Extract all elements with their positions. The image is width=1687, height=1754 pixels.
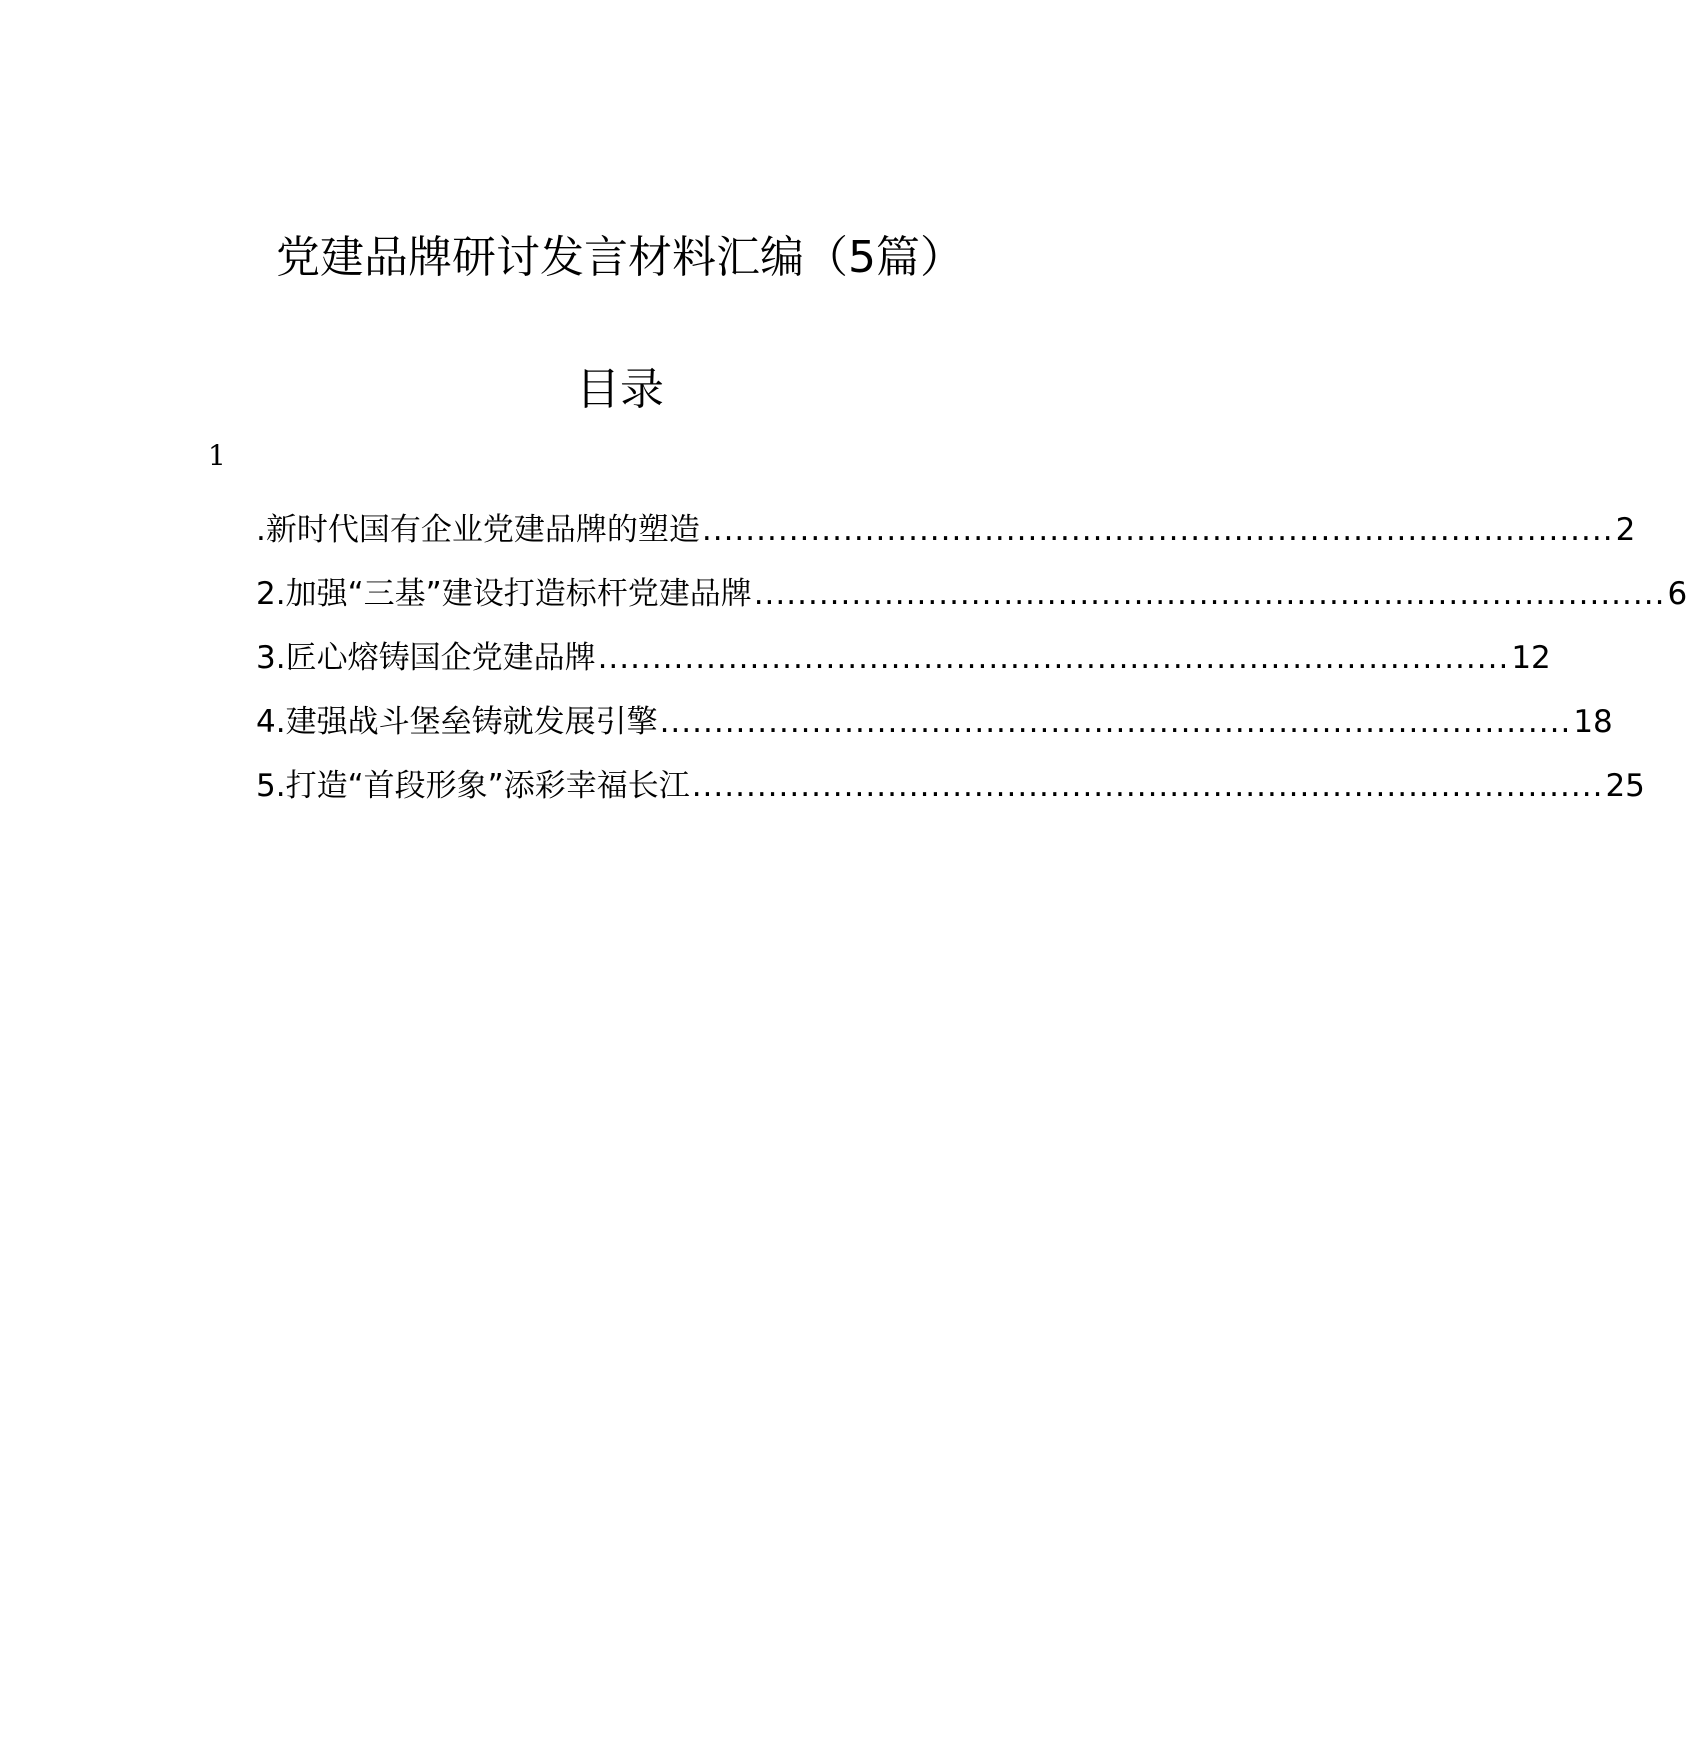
toc-heading: 目录 [576, 364, 664, 415]
toc-entry-title: 4.建强战斗堡垒铸就发展引擎 [256, 704, 658, 740]
stray-number: 1 [208, 439, 226, 472]
toc-entry-title: .新时代国有企业党建品牌的塑造 [256, 512, 700, 548]
toc-entry-page: 25 [1605, 768, 1645, 804]
toc-entry[interactable] [256, 690, 1613, 754]
toc-entry-page: 18 [1573, 704, 1613, 740]
toc-entry-page: 2 [1615, 512, 1636, 548]
toc-leader-dots: .................................................................................... [691, 768, 1604, 804]
toc-entry-title: 2.加强“三基”建设打造标杆党建品牌 [256, 576, 752, 612]
toc-entry-page: 12 [1511, 640, 1551, 676]
toc-leader-dots: .................................................................................... [701, 512, 1614, 548]
toc-leader-dots: .................................................................................... [597, 640, 1510, 676]
toc-entry-title: 3.匠心熔铸国企党建品牌 [256, 640, 596, 676]
toc-entry[interactable] [256, 498, 1636, 562]
toc-entry[interactable] [256, 626, 1551, 690]
toc-entry[interactable] [256, 562, 1687, 626]
table-of-contents [256, 498, 1687, 818]
toc-entry-page: 6 [1667, 576, 1687, 612]
toc-entry[interactable] [256, 754, 1645, 818]
toc-leader-dots: .................................................................................... [753, 576, 1666, 612]
toc-leader-dots: .................................................................................... [659, 704, 1572, 740]
document-title: 党建品牌研讨发言材料汇编（5篇） [276, 232, 964, 283]
toc-entry-title: 5.打造“首段形象”添彩幸福长江 [256, 768, 690, 804]
